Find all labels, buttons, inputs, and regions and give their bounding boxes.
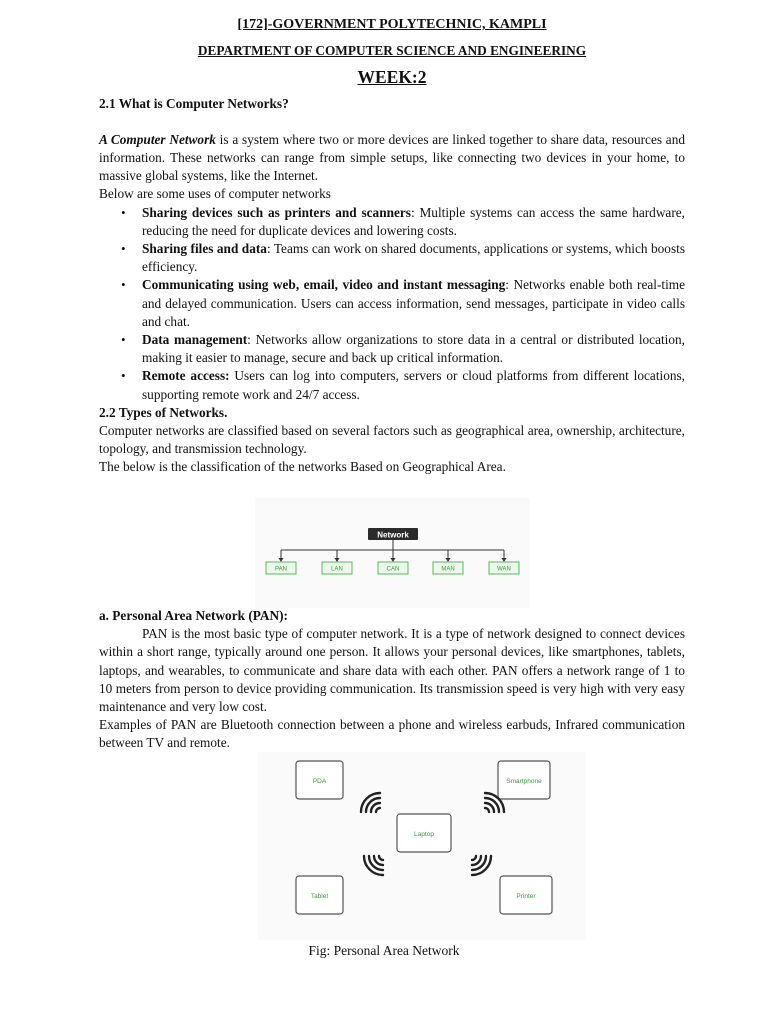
figure-caption: Fig: Personal Area Network [308,943,460,958]
section-heading-2-2: 2.2 Types of Networks. [99,404,228,420]
laptop-node [397,814,451,852]
child-node-label: PAN [275,566,287,573]
uses-list [99,204,685,404]
tablet-node [296,876,343,914]
institution-title: [172]-GOVERNMENT POLYTECHNIC, KAMPLI [237,17,547,32]
smartphone-node [498,761,550,799]
intro-paragraph [99,131,685,186]
department-title: DEPARTMENT OF COMPUTER SCIENCE AND ENGINEERING [197,43,587,59]
list-item-term: Remote access: [142,368,230,384]
uses-lead: Below are some uses of computer networks [99,186,331,202]
classification-paragraph: The below is the classification of the networks Based on Geographical Area. [99,459,506,475]
list-item [142,204,685,240]
list-item [142,367,685,403]
pan-paragraph: PAN is the most basic type of computer network. It is a type of network designed to connect devices within a short range, typically around one person. It allows your personal devices, like smartphones, tablets, laptops, and wearables, to communicate and share data with each other. PAN offers a network range of 1 to 10 meters from person to device providing communication. Its transmission speed is very high with very easy maintenance and very low cost. [99,626,685,715]
document-page [99,14,685,477]
child-node-label: WAN [497,566,511,573]
tablet-label: Tablet [310,893,329,900]
list-item-term: Sharing files and data [142,241,267,257]
list-item-term: Data management [142,332,248,348]
pan-diagram [258,752,586,940]
pda-label: PDA [312,778,327,785]
child-node-label: LAN [331,566,343,573]
pan-section [99,607,685,753]
list-item-term: Sharing devices such as printers and scanners [142,204,411,220]
child-node-label: CAN [386,566,400,573]
pan-heading: a. Personal Area Network (PAN): [99,608,288,623]
list-item-text: : Networks enable both real-time and delayed communication. Users can access information, send messages, participate in video calls and chat. [142,277,686,329]
list-item-text: Users can log into computers, servers or cloud platforms from different locations, supporting remote work and 24/7 access. [142,368,685,402]
list-item [142,240,685,276]
list-item [142,276,685,331]
pda-node [296,761,343,799]
printer-label: Printer [516,893,536,900]
laptop-label: Laptop [414,831,434,838]
child-node-label: MAN [441,566,455,573]
list-item-term: Communicating using web, email, video and instant messaging [142,277,506,293]
list-item-text: : Networks allow organizations to store data in a central or distributed location, making it easier to manage, secure and back up critical information. [142,332,685,366]
list-item [142,331,685,367]
smartphone-label: Smartphone [506,778,542,785]
network-classification-diagram [255,498,530,608]
printer-node [500,876,552,914]
root-node-label: Network [377,530,409,540]
week-title: WEEK:2 [357,67,427,88]
section-heading-2-1: 2.1 What is Computer Networks? [99,95,289,111]
list-item-text: : Teams can work on shared documents, applications or systems, which boosts efficiency. [142,241,685,275]
pan-examples-paragraph: Examples of PAN are Bluetooth connection between a phone and wireless earbuds, Infrared communication between TV and remote. [99,717,685,751]
intro-term: A Computer Network [99,131,216,147]
intro-text: is a system where two or more devices are linked together to share data, resources and information. These networks can range from simple setups, like connecting two devices in your home, to massive global systems, like the Internet. [99,131,685,184]
list-item-text: : Multiple systems can access the same hardware, reducing the need for duplicate devices and lowering costs. [142,204,685,238]
types-paragraph: Computer networks are classified based on several factors such as geographical area, ownership, architecture, topology, and transmission technology. [99,423,685,457]
